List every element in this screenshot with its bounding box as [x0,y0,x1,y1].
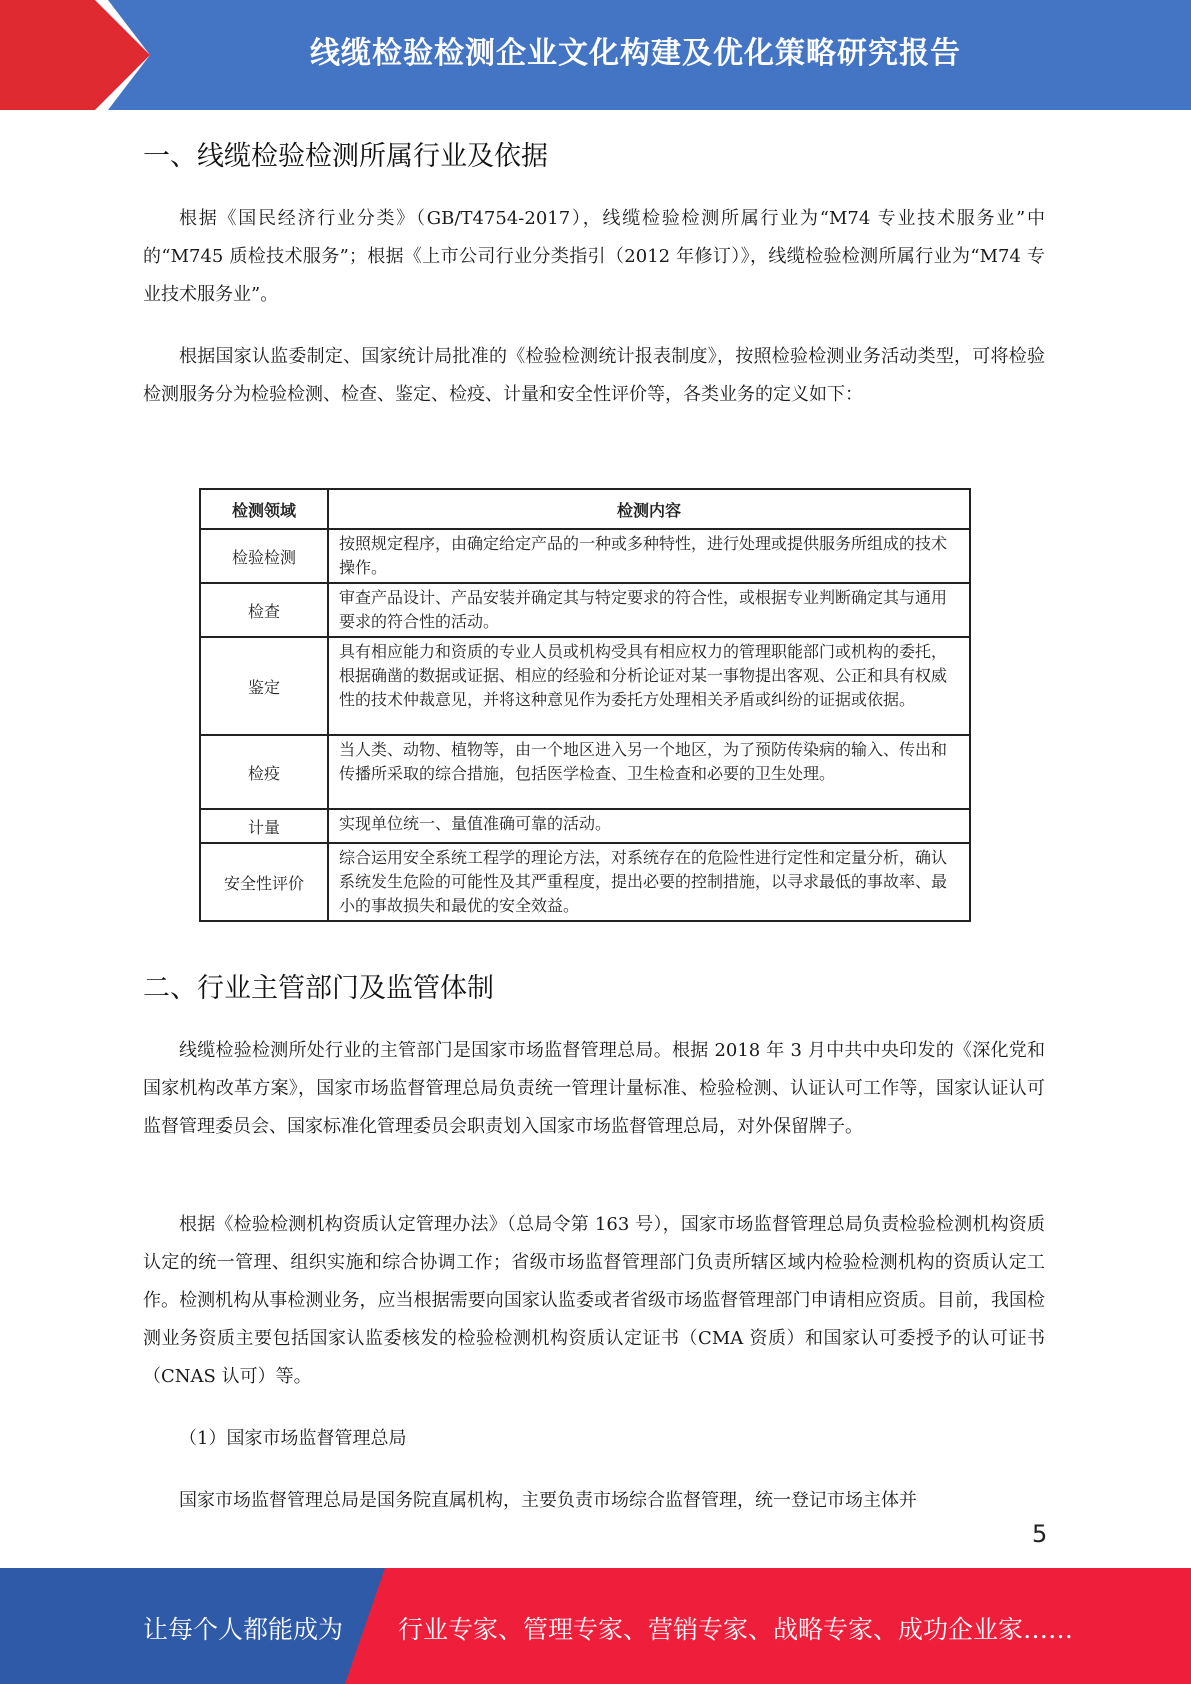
page-footer [0,1568,1191,1684]
table-cell-domain: 检验检测 [200,529,328,583]
footer-slogan-right: 行业专家、管理专家、营销专家、战略专家、成功企业家…… [398,1615,1074,1644]
section1-paragraph-1: 根据《国民经济行业分类》（GB/T4754-2017），线缆检验检测所属行业为“M74 专业技术服务业”中的“M745 质检技术服务”；根据《上市公司行业分类指引（2012 年修订）》，线缆检验检测所属行业为“M74 专业技术服务业”。 [143,208,1045,305]
table-cell-content: 综合运用安全系统工程学的理论方法，对系统存在的危险性进行定性和定量分析，确认系统发生危险的可能性及其严重程度，提出必要的控制措施，以寻求最低的事故率、最小的事故损失和最优的安全效益。 [328,843,970,921]
section1-paragraph-2: 根据国家认监委制定、国家统计局批准的《检验检测统计报表制度》，按照检验检测业务活动类型，可将检验检测服务分为检验检测、检查、鉴定、检疫、计量和安全性评价等，各类业务的定义如下： [143,346,1045,405]
table-cell-domain: 检疫 [200,735,328,809]
table-row [200,843,970,921]
table-cell-domain: 计量 [200,809,328,843]
page-number: 5 [1032,1520,1048,1548]
header-title: 线缆检验检测企业文化构建及优化策略研究报告 [310,36,961,71]
table-cell-domain: 鉴定 [200,637,328,735]
table-row [200,735,970,809]
table-row [200,809,970,843]
section2-heading: 二、行业主管部门及监管体制 [143,973,494,1004]
section2-paragraph-1: 线缆检验检测所处行业的主管部门是国家市场监督管理总局。根据 2018 年 3 月中共中央印发的《深化党和国家机构改革方案》，国家市场监督管理总局负责统一管理计量标准、检验检测、认证认可工作等，国家认证认可监督管理委员会、国家标准化管理委员会职责划入国家市场监督管理总局，对外保留牌子。 [143,1040,1045,1137]
table-cell-content: 按照规定程序，由确定给定产品的一种或多种特性，进行处理或提供服务所组成的技术操作。 [328,529,970,583]
page-header [0,0,1191,110]
table-header-row [200,489,970,529]
table-cell-content: 具有相应能力和资质的专业人员或机构受具有相应权力的管理职能部门或机构的委托，根据确凿的数据或证据、相应的经验和分析论证对某一事物提出客观、公正和具有权威性的技术仲裁意见，并将这种意见作为委托方处理相关矛盾或纠纷的证据或依据。 [328,637,970,735]
section2-subheading: （1）国家市场监督管理总局 [179,1428,407,1449]
table-row [200,637,970,735]
section2-paragraph-3: 国家市场监督管理总局是国务院直属机构，主要负责市场综合监督管理，统一登记市场主体并 [179,1490,917,1511]
table-header-content: 检测内容 [328,489,970,529]
table-header-domain: 检测领域 [200,489,328,529]
table-cell-domain: 检查 [200,583,328,637]
table-cell-content: 当人类、动物、植物等，由一个地区进入另一个地区，为了预防传染病的输入、传出和传播所采取的综合措施，包括医学检查、卫生检查和必要的卫生处理。 [328,735,970,809]
table-row [200,583,970,637]
section1-heading: 一、线缆检验检测所属行业及依据 [143,141,548,172]
table-cell-content: 审查产品设计、产品安装并确定其与特定要求的符合性，或根据专业判断确定其与通用要求的符合性的活动。 [328,583,970,637]
section2-paragraph-2: 根据《检验检测机构资质认定管理办法》（总局令第 163 号），国家市场监督管理总局负责检验检测机构资质认定的统一管理、组织实施和综合协调工作；省级市场监督管理部门负责所辖区域内检验检测机构的资质认定工作。检测机构从事检测业务，应当根据需要向国家认监委或者省级市场监督管理部门申请相应资质。目前，我国检测业务资质主要包括国家认监委核发的检验检测机构资质认定证书（CMA 资质）和国家认可委授予的认可证书（CNAS 认可）等。 [143,1214,1045,1387]
footer-slogan-left: 让每个人都能成为 [143,1615,344,1644]
table-cell-domain: 安全性评价 [200,843,328,921]
table-row [200,529,970,583]
table-cell-content: 实现单位统一、量值准确可靠的活动。 [328,809,970,843]
service-definitions-table [199,488,971,922]
